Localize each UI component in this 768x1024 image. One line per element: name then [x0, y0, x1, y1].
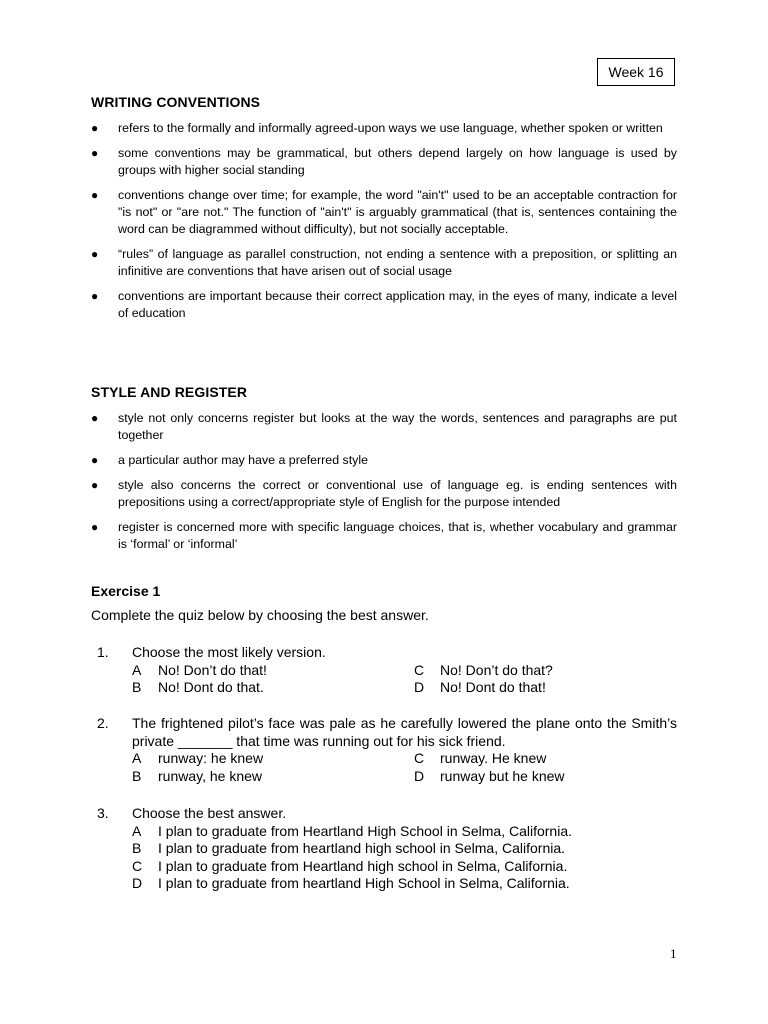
- bullet-text: some conventions may be grammatical, but others depend largely on how language is used by groups with higher social standing: [118, 146, 677, 177]
- bullet-text: register is concerned more with specific language choices, that is, whether vocabulary and grammar is ‘formal’ or ‘informal’: [118, 520, 677, 551]
- writing-conventions-list: [91, 120, 677, 330]
- bullet-text: conventions change over time; for example, the word "ain't" used to be an acceptable contraction for "is not" or "are not." The function of "ain't" is arguably grammatical (that is, sentences containing the word can be diagrammed without difficulty), but not socially acceptable.: [118, 188, 677, 236]
- question-stem: Choose the most likely version.: [132, 644, 326, 660]
- style-register-heading: STYLE AND REGISTER: [91, 384, 248, 400]
- bullet-text: conventions are important because their correct application may, in the eyes of many, indicate a level of education: [118, 289, 677, 320]
- bullet-icon: ●: [91, 411, 99, 425]
- answer-option-b: B I plan to graduate from heartland high school in Selma, California.: [132, 840, 566, 856]
- question-number: 3.: [97, 805, 109, 821]
- list-item: [91, 246, 677, 280]
- bullet-icon: ●: [91, 289, 99, 303]
- answer-option-a: A No! Don’t do that!: [132, 661, 267, 678]
- question-stem: The frightened pilot’s face was pale as he carefully lowered the plane onto the Smith’s private _______ that time was running out for his sick friend.: [132, 715, 677, 749]
- answer-option-d: D No! Dont do that!: [414, 679, 546, 695]
- answer-option-d: D runway but he knew: [414, 767, 565, 784]
- answer-options: [132, 750, 677, 785]
- bullet-icon: ●: [91, 188, 99, 202]
- week-label: Week 16: [597, 58, 675, 86]
- style-register-list: [91, 410, 677, 561]
- answer-option-b: B No! Dont do that.: [132, 679, 264, 695]
- exercise-heading: Exercise 1: [91, 583, 161, 599]
- bullet-text: “rules” of language as parallel construction, not ending a sentence with a preposition, or splitting an infinitive are conventions that have arisen out of social usage: [118, 247, 677, 278]
- answer-option-c: C No! Don’t do that?: [414, 661, 553, 678]
- bullet-icon: ●: [91, 478, 99, 492]
- quiz-question-2: [91, 715, 677, 785]
- answer-option-a: A runway: he knew: [132, 750, 264, 766]
- bullet-icon: ●: [91, 520, 99, 534]
- question-number: 1.: [97, 644, 109, 660]
- answer-option-d: D I plan to graduate from heartland High School in Selma, California.: [132, 875, 570, 891]
- bullet-text: style not only concerns register but looks at the way the words, sentences and paragraphs are put together: [118, 411, 677, 442]
- list-item: [91, 120, 677, 137]
- list-item: [91, 477, 677, 511]
- answer-option-c: C I plan to graduate from Heartland high school in Selma, California.: [132, 857, 568, 874]
- writing-conventions-heading: WRITING CONVENTIONS: [91, 94, 261, 110]
- question-number: 2.: [97, 715, 109, 731]
- quiz-question-1: [91, 644, 677, 697]
- bullet-icon: ●: [91, 121, 99, 135]
- list-item: [91, 452, 677, 469]
- bullet-text: a particular author may have a preferred style: [118, 453, 369, 467]
- question-stem: Choose the best answer.: [132, 805, 287, 821]
- list-item: [91, 288, 677, 322]
- list-item: [91, 145, 677, 179]
- list-item: [91, 187, 677, 238]
- bullet-text: style also concerns the correct or conventional use of language eg. is ending sentences with prepositions using a correct/appropriate style of English for the purpose intended: [118, 478, 677, 509]
- answer-option-a: A I plan to graduate from Heartland High School in Selma, California.: [132, 822, 572, 839]
- answer-option-b: B runway, he knew: [132, 767, 263, 784]
- quiz-question-3: [91, 805, 677, 893]
- answer-options: [132, 823, 677, 893]
- list-item: [91, 519, 677, 553]
- answer-option-c: C runway. He knew: [414, 750, 547, 766]
- bullet-icon: ●: [91, 453, 99, 467]
- bullet-icon: ●: [91, 247, 99, 261]
- page-number: 1: [670, 946, 677, 961]
- list-item: [91, 410, 677, 444]
- bullet-icon: ●: [91, 146, 99, 160]
- exercise-instructions: Complete the quiz below by choosing the best answer.: [91, 607, 429, 623]
- bullet-text: refers to the formally and informally agreed-upon ways we use language, whether spoken or written: [118, 121, 663, 135]
- answer-options: [132, 662, 677, 697]
